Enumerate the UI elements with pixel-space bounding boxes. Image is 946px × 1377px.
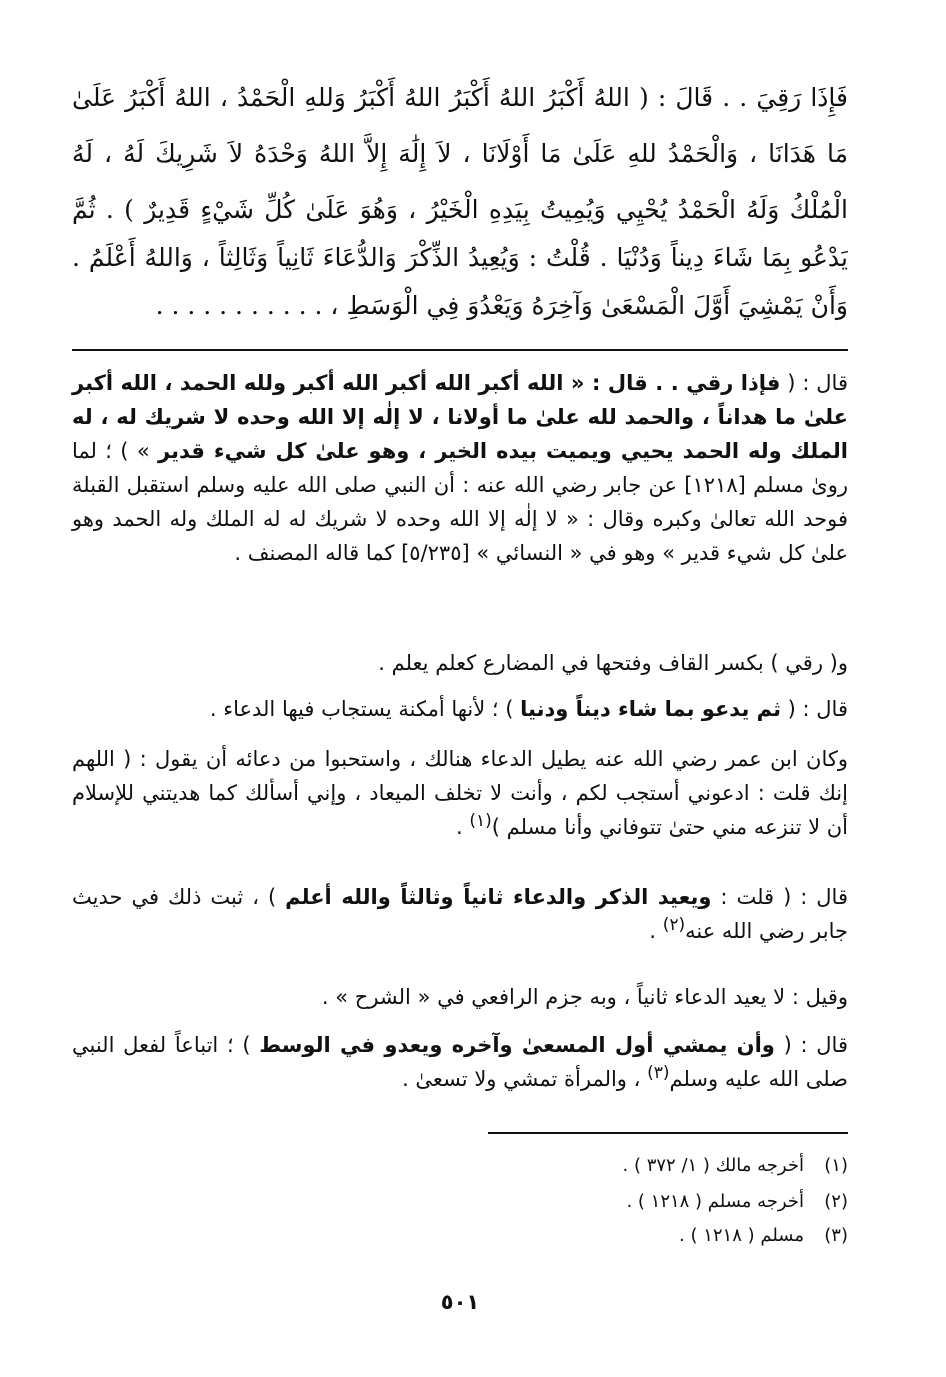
commentary-paragraph-4	[72, 742, 848, 844]
matn-line-5: وَأَنْ يَمْشِيَ أَوَّلَ الْمَسْعَىٰ وَآخِرَهُ وَيَعْدُوَ فِي الْوَسَطِ ، . . . . . . . . . . .	[155, 291, 848, 320]
footnotes-divider	[488, 1132, 848, 1134]
footnote-ref-3[interactable]: (٣)	[647, 1063, 670, 1083]
commentary-bold-quote: فإذا رقي . . قال : « الله أكبر الله أكبر الله أكبر ولله الحمد ، الله أكبر علىٰ ما هداناً ، والحمد لله علىٰ ما أولانا ، لا إلٰه إلا الله وحده لا شريك له ، له الملك وله الحمد يحيي ويميت بيده الخير ، وهو علىٰ كل شيء قدير	[72, 371, 848, 463]
commentary-text: ) ؛ لأنها أمكنة يستجاب فيها الدعاء .	[209, 697, 521, 721]
footnote-text: أخرجه مالك ( ١/ ٣٧٢ ) .	[622, 1155, 804, 1176]
commentary-paragraph-1	[72, 366, 848, 570]
commentary-paragraph-2: و( رقي ) بكسر القاف وفتحها في المضارع كعلم يعلم .	[378, 651, 848, 675]
commentary-bold-quote: وأن يمشي أول المسعىٰ وآخره ويعدو في الوسط	[259, 1033, 775, 1057]
commentary-text: وكان ابن عمر رضي الله عنه يطيل الدعاء هنالك ، واستحبوا من دعائه أن يقول : ( اللهم إنك قلت : ادعوني أستجب لكم ، وأنت لا تخلف الميعاد ، وإني أسألك كما هديتني للإسلام أن لا تنزعه مني حتىٰ تتوفاني وأنا مسلم )	[72, 747, 848, 839]
commentary-text: ) ، ثبت ذلك في حديث جابر رضي الله عنه	[72, 885, 848, 943]
footnote-3	[72, 1222, 848, 1250]
footnote-2	[72, 1188, 848, 1216]
commentary-bold-quote: ويعيد الذكر والدعاء ثانياً وثالثاً والله أعلم	[285, 885, 712, 909]
page-number: ٥٠١	[440, 1290, 480, 1314]
commentary-text: .	[455, 815, 470, 839]
footnote-number: (٢)	[824, 1191, 848, 1212]
commentary-paragraph-5	[72, 880, 848, 948]
footnote-text: مسلم ( ١٢١٨ ) .	[679, 1225, 804, 1246]
commentary-paragraph-6: وقيل : لا يعيد الدعاء ثانياً ، وبه جزم الرافعي في « الشرح » .	[321, 985, 848, 1009]
commentary-bold-quote: ثم يدعو بما شاء ديناً ودنيا	[520, 697, 781, 721]
commentary-text: .	[649, 919, 663, 943]
footnote-ref-2[interactable]: (٢)	[662, 915, 686, 935]
footnote-ref-1[interactable]: (١)	[469, 811, 492, 831]
commentary-text: ) ؛ اتباعاً لفعل النبي صلى الله عليه وسلم	[72, 1033, 848, 1091]
commentary-paragraph-3	[72, 692, 848, 726]
matn-line-3: الْمُلْكُ وَلَهُ الْحَمْدُ يُحْيِي وَيُمِيتُ بِيَدِهِ الْخَيْرُ ، وَهُوَ عَلَىٰ كُلِّ شَيْءٍ قَدِيرٌ ) . ثُمَّ	[72, 195, 848, 224]
commentary-text: قال : ( قلت :	[711, 885, 848, 909]
footnote-1	[72, 1152, 848, 1180]
commentary-text: قال : (	[781, 697, 848, 721]
footnote-number: (٣)	[824, 1225, 848, 1246]
matn-line-1: فَإِذَا رَقِيَ . . قَالَ : ( اللهُ أَكْبَرُ اللهُ أَكْبَرُ اللهُ أَكْبَرُ وَللهِ الْحَمْدُ ، اللهُ أَكْبَرُ عَلَىٰ	[72, 83, 848, 112]
commentary-text: قال : (	[774, 1033, 848, 1057]
commentary-text: قال : (	[780, 371, 848, 395]
matn-line-2: مَا هَدَانَا ، وَالْحَمْدُ للهِ عَلَىٰ مَا أَوْلَانَا ، لاَ إِلَٰهَ إِلاَّ اللهُ وَحْدَهُ لاَ شَرِيكَ لَهُ ، لَهُ	[72, 139, 848, 168]
footnote-text: أخرجه مسلم ( ١٢١٨ ) .	[626, 1191, 804, 1212]
commentary-paragraph-7	[72, 1028, 848, 1096]
book-page	[72, 0, 848, 1377]
footnote-number: (١)	[824, 1155, 848, 1176]
matn-line-4: يَدْعُو بِمَا شَاءَ دِيناً وَدُنْيَا . قُلْتُ : وَيُعِيدُ الذِّكْرَ وَالدُّعَاءَ ثَانِياً وَثَالِثاً ، وَاللهُ أَعْلَمُ .	[72, 243, 848, 272]
commentary-text: » ) ؛ لما روىٰ مسلم [١٢١٨] عن جابر رضي الله عنه : أن النبي صلى الله عليه وسلم استقبل القبلة فوحد الله تعالىٰ وكبره وقال : « لا إلٰه إلا الله وحده لا شريك له له الملك وله الحمد وهو علىٰ كل شيء قدير » وهو في « النسائي » [٥/٢٣٥] كما قاله المصنف .	[72, 439, 848, 565]
matn-divider	[72, 349, 848, 351]
commentary-text: ، والمرأة تمشي ولا تسعىٰ .	[402, 1067, 648, 1091]
